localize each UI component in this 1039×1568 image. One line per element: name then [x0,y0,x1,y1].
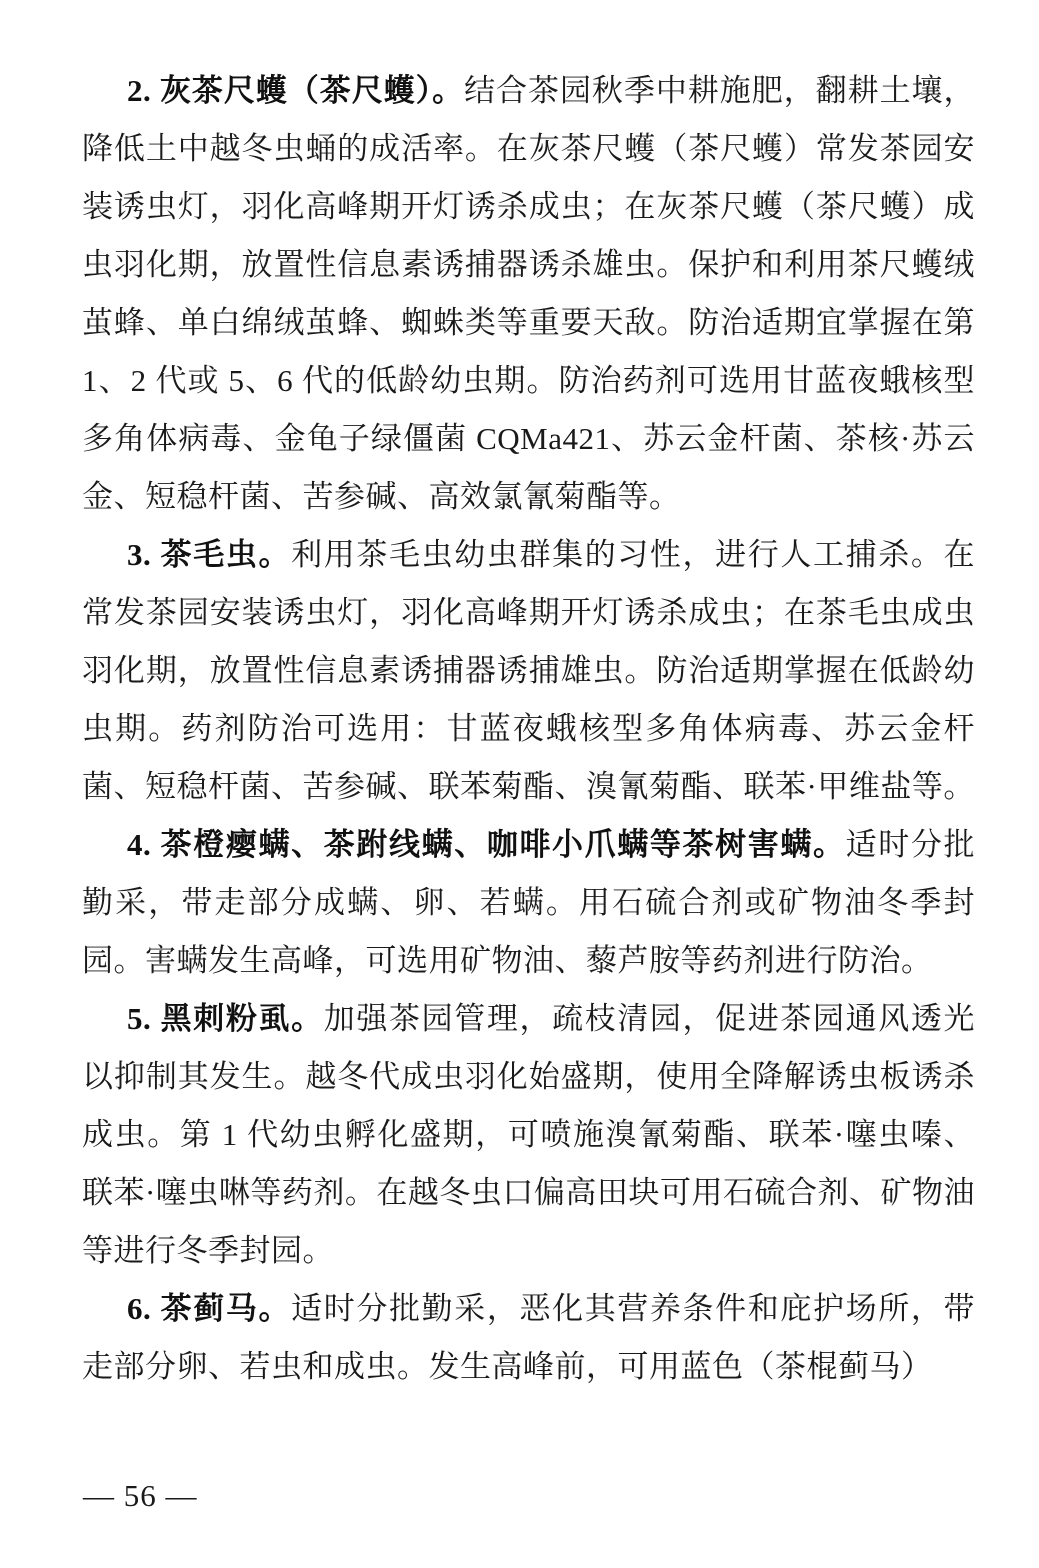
paragraph-heading: 4. 茶橙瘿螨、茶跗线螨、咖啡小爪螨等茶树害螨。 [127,827,846,862]
paragraph-black-spiny-whitefly [82,990,975,1280]
paragraph-tea-thrips [82,1280,975,1396]
paragraph-tea-tussock-moth [82,526,975,816]
paragraph-heading: 6. 茶蓟马。 [127,1291,292,1326]
paragraph-tea-mites [82,816,975,990]
paragraph-text: 结合茶园秋季中耕施肥，翻耕土壤，降低土中越冬虫蛹的成活率。在灰茶尺蠖（茶尺蠖）常发茶园安装诱虫灯，羽化高峰期开灯诱杀成虫；在灰茶尺蠖（茶尺蠖）成虫羽化期，放置性信息素诱捕器诱杀雄虫。保护和利用茶尺蠖绒茧蜂、单白绵绒茧蜂、蜘蛛类等重要天敌。防治适期宜掌握在第 1、2 代或 5、6 代的低龄幼虫期。防治药剂可选用甘蓝夜蛾核型多角体病毒、金龟子绿僵菌 CQMa421、苏云金杆菌、茶核·苏云金、短稳杆菌、苦参碱、高效氯氰菊酯等。 [82,73,975,514]
paragraph-heading: 2. 灰茶尺蠖（茶尺蠖）。 [127,73,465,108]
paragraph-text: 加强茶园管理，疏枝清园，促进茶园通风透光以抑制其发生。越冬代成虫羽化始盛期，使用全降解诱虫板诱杀成虫。第 1 代幼虫孵化盛期，可喷施溴氰菊酯、联苯·噻虫嗪、联苯·噻虫啉等药剂。在越冬虫口偏高田块可用石硫合剂、矿物油等进行冬季封园。 [82,1001,976,1268]
paragraph-text: 适时分批勤采，恶化其营养条件和庇护场所，带走部分卵、若虫和成虫。发生高峰前，可用蓝色（茶棍蓟马） [82,1291,976,1384]
paragraph-heading: 3. 茶毛虫。 [127,537,292,572]
paragraph-text: 适时分批勤采，带走部分成螨、卵、若螨。用石硫合剂或矿物油冬季封园。害螨发生高峰，可选用矿物油、藜芦胺等药剂进行防治。 [82,827,976,978]
paragraph-gray-tea-geometrid [82,62,975,526]
paragraph-heading: 5. 黑刺粉虱。 [127,1001,324,1036]
page-number: — 56 — [83,1478,198,1513]
document-body [82,62,975,1396]
paragraph-text: 利用茶毛虫幼虫群集的习性，进行人工捕杀。在常发茶园安装诱虫灯，羽化高峰期开灯诱杀成虫；在茶毛虫成虫羽化期，放置性信息素诱捕器诱捕雄虫。防治适期掌握在低龄幼虫期。药剂防治可选用：甘蓝夜蛾核型多角体病毒、苏云金杆菌、短稳杆菌、苦参碱、联苯菊酯、溴氰菊酯、联苯·甲维盐等。 [82,537,976,804]
